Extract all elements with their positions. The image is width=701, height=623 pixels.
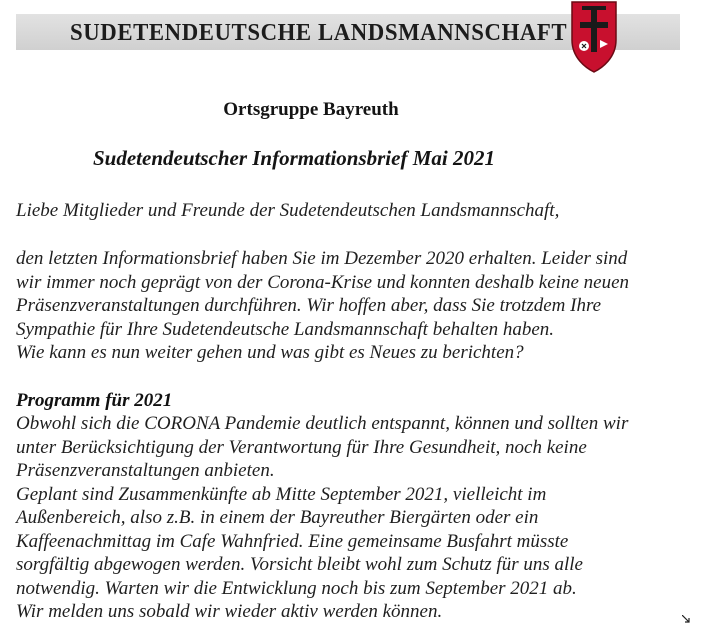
section-line: Außenbereich, also z.B. in einem der Bayreuther Biergärten oder ein [16,507,539,528]
intro-line: wir immer noch geprägt von der Corona-Krise und konnten deshalb keine neuen [16,272,630,293]
group-subtitle: Ortsgruppe Bayreuth [223,99,399,120]
section-line: unter Berücksichtigung der Verantwortung für Ihre Gesundheit, noch keine [16,437,587,458]
section-line: notwendig. Warten wir die Entwicklung noch bis zum September 2021 ab. [16,578,577,599]
intro-line: den letzten Informationsbrief haben Sie im Dezember 2020 erhalten. Leider sind [16,248,628,269]
intro-line: Sympathie für Ihre Sudetendeutsche Landsmannschaft behalten haben. [16,319,555,340]
salutation: Liebe Mitglieder und Freunde der Sudetendeutschen Landsmannschaft, [16,200,560,221]
section-line: Obwohl sich die CORONA Pandemie deutlich entspannt, können und sollten wir [16,413,629,434]
section-heading: Programm für 2021 [16,390,173,411]
resize-cursor-icon [682,615,690,623]
intro-line: Präsenzveranstaltungen durchführen. Wir hoffen aber, dass Sie trotzdem Ihre [16,295,602,316]
section-line: Wir melden uns sobald wir wieder aktiv werden können. [16,601,443,622]
banner-title: SUDETENDEUTSCHE LANDSMANNSCHAFT [70,20,568,46]
letter-title: Sudetendeutscher Informationsbrief Mai 2021 [93,146,495,170]
section-line: sorgfältig abgewogen werden. Vorsicht bleibt wohl zum Schutz für uns alle [16,554,583,575]
intro-line: Wie kann es nun weiter gehen und was gibt es Neues zu berichten? [16,342,524,363]
section-line: Kaffeenachmittag im Cafe Wahnfried. Eine gemeinsame Busfahrt müsste [16,531,569,552]
coat-of-arms-icon [568,0,620,74]
section-line: Präsenzveranstaltungen anbieten. [16,460,275,481]
section-line: Geplant sind Zusammenkünfte ab Mitte September 2021, vielleicht im [16,484,547,505]
